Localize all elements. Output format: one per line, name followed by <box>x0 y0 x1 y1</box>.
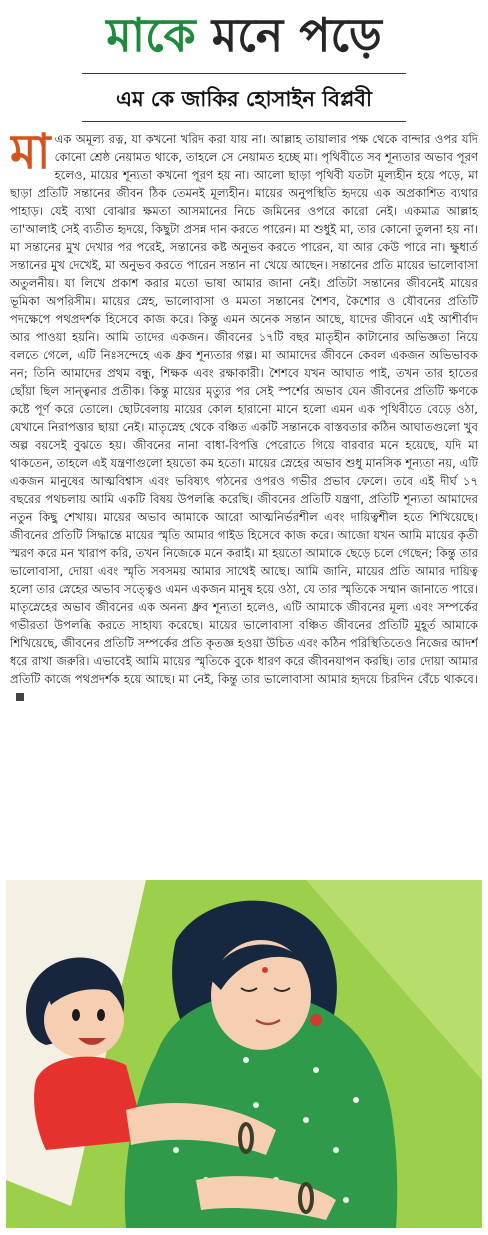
headline <box>0 6 488 64</box>
article-body <box>10 130 478 860</box>
mother-child-illustration <box>6 880 482 1228</box>
headline-part-2: মনে পড়ে <box>211 8 382 62</box>
drop-cap: মা <box>10 130 51 180</box>
illustration-svg <box>6 880 482 1228</box>
headline-part-1: মাকে <box>106 8 196 62</box>
end-mark-icon <box>16 693 24 701</box>
article-body-text: এক অমূল্য রত্ন, যা কখনো খরিদ করা যায় না। আল্লাহ তায়ালার পক্ষ থেকে বান্দার ওপর যদি কোনো শ্রেষ্ঠ নেয়ামত থাকে, তাহলে সে নেয়ামত হচ্ছে মা। পৃথিবীতে সব শূন্যতার অভাব পূরণ হলেও, মায়ের শূন্যতা কখনো পূরণ হয় না। আলো ছাড়া পৃথিবী যতটা মূল্যহীন হয়ে পড়ে, মা ছাড়া প্রতিটি সন্তানের জীবন ঠিক তেমনই মূল্যহীন। মায়ের অনুপস্থিতি হৃদয়ে এক অপ্রকাশিত ব্যথার পাহাড়। যেই ব্যথা বোঝার ক্ষমতা আসমানের নিচে জমিনের ওপরে কারো নেই। একমাত্র আল্লাহ তা'আলাই সেই ব্যতীত হৃদয়ে, কিছুটা প্রসন্ন দান করতে পারেন। মা শুধুই মা, তার কোনো তুলনা হয় না। মা সন্তানের মুখ দেখার পর পরেই, সন্তানের কষ্ট অনুভব করতে পারেন, যা আর কেউ পারে না। ক্ষুধার্ত সন্তানের মুখ দেখেই, মা অনুভব করতে পারেন সন্তান না খেয়ে আছেন। সন্তানের প্রতি মায়ের ভালোবাসা অতুলনীয়। যা লিখে প্রকাশ করার মতো ভাষা আমার জানা নেই। প্রতিটা সন্তানের জীবনেই মায়ের ভূমিকা অপরিসীম। মায়ের স্নেহ, ভালোবাসা ও মমতা সন্তানের শৈশব, কৈশোর ও যৌবনের প্রতিটি পদক্ষেপে পথপ্রদর্শক হিসেবে কাজ করে। কিন্তু এমন অনেক সন্তান আছে, যাদের জীবনে এই আশীর্বাদ আর পাওয়া হয়নি। আমি তাদের একজন। জীবনের ১৭টি বছর মাতৃহীন কাটানোর অভিজ্ঞতা নিয়ে বলতে গেলে, এটি নিঃসন্দেহে এক ধ্রুব শূন্যতার গল্প। মা আমাদের জীবনে কেবল একজন অভিভাবক নন; তিনি আমাদের প্রথম বন্ধু, শিক্ষক এবং রক্ষাকারী। শৈশবে যখন আঘাত পাই, তখন তার হাতের ছোঁয়া ছিল সান্ত্বনার প্রতীক। কিন্তু মায়ের মৃত্যুর পর সেই স্পর্শের অভাব যেন জীবনের প্রতিটি ক্ষণকে কষ্টে পূর্ণ করে তোলে। ছোটবেলায় মায়ের কোল হারানো মানে হলো এমন এক পৃথিবীতে বেড়ে ওঠা, যেখানে নিরাপত্তার ছায়া নেই। মাতৃস্নেহ থেকে বঞ্চিত একটি সন্তানকে বাস্তবতার কঠিন আঘাতগুলো খুব অল্প বয়সেই বুঝতে হয়। জীবনের নানা বাধা-বিপত্তি পেরোতে গিয়ে বারবার মনে হয়েছে, যদি মা থাকতেন, তাহলে এই যন্ত্রণাগুলো হয়তো কম হতো। মায়ের স্নেহের অভাব শুধু মানসিক শূন্যতা নয়, এটি একজন মানুষের আত্মবিশ্বাস এবং ভবিষ্যৎ গঠনের ওপরও গভীর প্রভাব ফেলে। তবে এই দীর্ঘ ১৭ বছরের পথচলায় আমি একটি বিষয় উপলব্ধি করেছি। জীবনের প্রতিটি যন্ত্রণা, প্রতিটি শূন্যতা আমাদের নতুন কিছু শেখায়। মায়ের অভাব আমাকে আরো আত্মনির্ভরশীল এবং দায়িত্বশীল হতে শিখিয়েছে। জীবনের প্রতিটি সিদ্ধান্তে মায়ের স্মৃতি আমার গাইড হিসেবে কাজ করে। আজো যখন আমি মায়ের কৃতী স্মরণ করে মন খারাপ করি, তখন নিজেকে মনে করাই। মা হয়তো আমাকে ছেড়ে চলে গেছেন; কিন্তু তার ভালোবাসা, দোয়া এবং স্মৃতি সবসময় আমার সাথেই আছে। আমি জানি, মায়ের প্রতি আমার দায়িত্ব হলো তার স্নেহের অভাব সত্ত্বেও এমন একজন মানুষ হয়ে ওঠা, যে তার স্মৃতিকে সম্মান জানাতে পারে। মাতৃস্নেহের অভাব জীবনের এক অনন্য ধ্রুব শূন্যতা হলেও, এটি আমাকে জীবনের মূল্য এবং সম্পর্কের গভীরতা উপলব্ধি করতে সাহায্য করেছে। মায়ের ভালোবাসা বঞ্চিত জীবনের প্রতিটি মুহূর্ত আমাকে শিখিয়েছে, জীবনের প্রতিটি সম্পর্কের প্রতি কৃতজ্ঞ হওয়া উচিত এবং কঠিন পরিস্থিতিতেও নিজের আদর্শ ধরে রাখা জরুরি। এভাবেই আমি মায়ের স্মৃতিকে বুকে ধারণ করে জীবনযাপন করছি। তার দোয়া আমার প্রতিটি কাজে পথপ্রদর্শক হয়ে আছে। মা নেই, কিন্তু তার ভালোবাসা আমার হৃদয়ে চিরদিন বেঁচে থাকবে। <box>10 132 478 686</box>
byline-top-rule <box>82 73 406 74</box>
byline: এম কে জাকির হোসাইন বিপ্লবী <box>115 87 372 111</box>
byline-bottom-rule <box>82 121 406 122</box>
